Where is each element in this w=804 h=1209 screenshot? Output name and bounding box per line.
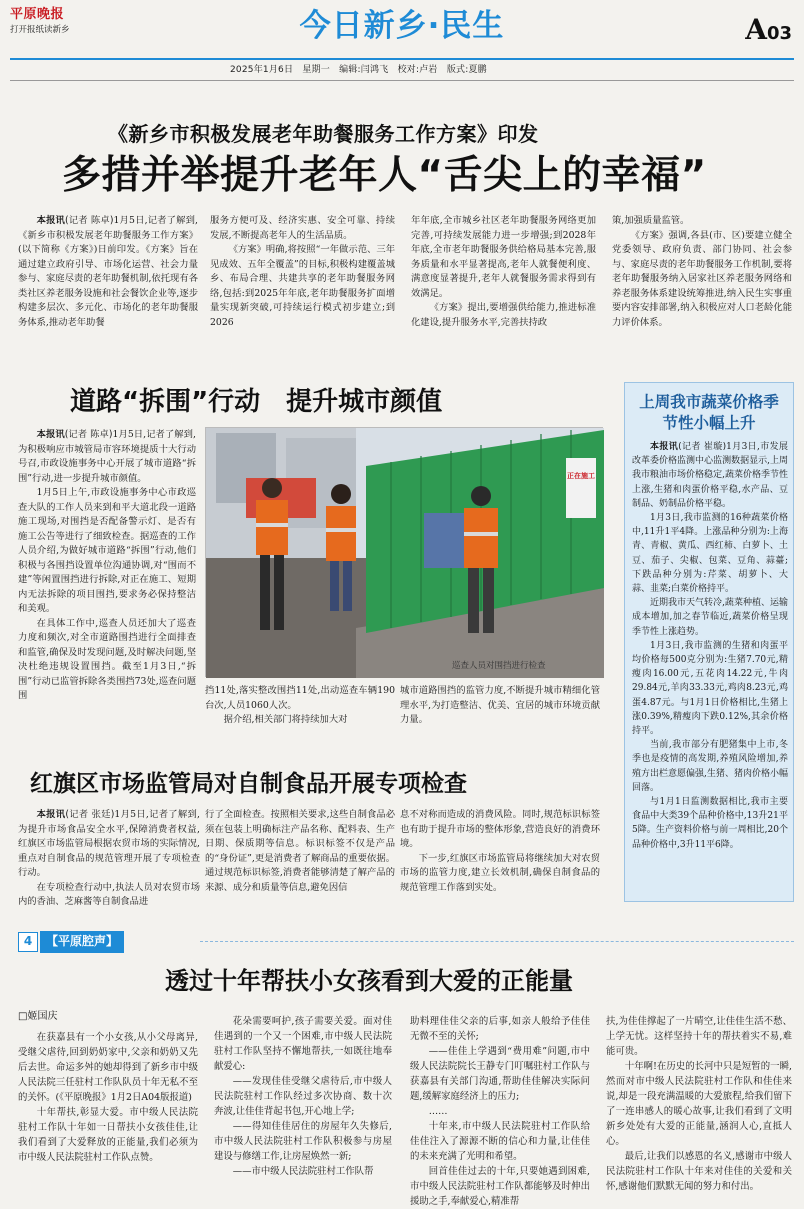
header-rule <box>10 58 794 60</box>
article3-column-3 <box>400 808 600 912</box>
column-paragraph: 助料理佳佳父亲的后事,如亲人般给予佳佳无微不至的关怀; <box>410 1016 590 1042</box>
article1-column-2 <box>210 214 395 364</box>
sidebar-paragraph: 1月3日,我市监测的生猪和肉蛋平均价格每500克分别为:生猪7.70元,精瘦肉16.00元,五花肉14.22元,牛肉29.84元,羊肉33.33元,鸡肉8.23元,鸡蛋4.87元。与1月1日价格相比,生猪上涨0.39%,精瘦肉下跌0.12%,其余价格持平。 <box>632 640 788 737</box>
header-divider <box>10 80 794 81</box>
article2-body: 据介绍,相关部门将持续加大对 <box>223 714 348 725</box>
column-number: 4 <box>18 932 38 952</box>
article1-body: 《方案》明确,将按照“一年做示范、三年见成效、五年全覆盖”的目标,积极构建覆盖城乡、布局合理、共建共享的老年助餐服务网络,包括:到2025年年底,老年助餐服务扩面增量实现新突破,可持续运行模式初步建立;到2026 <box>210 244 395 328</box>
article3-body: 行了全面检查。按照相关要求,这些自制食品必须在包装上明确标注产品名称、配料表、生产日期、保质期等信息。标识标签不仅是产品的“身份证”,更是消费者了解商品的重要依据。通过规范标识标签,消费者能够清楚了解产品的来源、成分和质量等信息,避免因信 <box>205 809 395 893</box>
article3-body: 息不对称而造成的消费风险。同时,规范标识标签也有助于提升市场的整体形象,营造良好的消费环境。 <box>400 809 600 849</box>
column-paragraph: 最后,让我们以感恩的名义,感谢市中级人民法院驻村工作队十年来对佳佳的关爱和关怀,感谢他们默默无闻的努力和付出。 <box>606 1151 792 1192</box>
column-paragraph: ——市中级人民法院驻村工作队帮 <box>232 1166 374 1177</box>
column-author: □姬国庆 <box>18 1011 58 1022</box>
article3-body: 下一步,红旗区市场监管局将继续加大对农贸市场的监管力度,建立长效机制,确保自制食品的规范管理工作落到实处。 <box>400 852 600 893</box>
byline-reporter: (记者 崔璇) <box>678 442 727 452</box>
column-divider <box>200 941 794 942</box>
column-headline: 透过十年帮扶小女孩看到大爱的正能量 <box>165 966 573 995</box>
article3-column-2 <box>205 808 395 912</box>
sidebar-paragraph: 近期我市天气转冷,蔬菜种植、运输成本增加,加之春节临近,蔬菜价格呈现季节性上涨趋势。 <box>632 598 788 637</box>
column-paragraph: 扶,为佳佳撑起了一片晴空,让佳佳生活不愁、上学无忧。这样坚持十年的帮扶着实不易,难能可贵。 <box>606 1016 792 1057</box>
article1-body: 《方案》强调,各县(市、区)要建立健全党委领导、政府负责、部门协同、社会参与、家庭尽责的老年助餐服务工作机制,要将老年助餐服务纳入居家社区养老服务网络和养老服务体系建设统筹推进,纳入民生实事重要内容安排部署,纳入积极应对人口老龄化能力评价体系。 <box>612 229 792 328</box>
inspection-photo <box>205 427 603 677</box>
column-col-3 <box>410 1014 590 1207</box>
sidebar-paragraph: 1月3日,市发展改革委价格监测中心监测数据显示,上周我市粮油市场价格稳定,蔬菜价格季节性上涨,生猪和肉蛋价格平稳,水产品、豆制品、奶制品价格平稳。 <box>632 442 788 509</box>
article2-headline: 道路“拆围”行动 提升城市颜值 <box>70 387 443 417</box>
byline-reporter: (记者 陈卓) <box>65 215 114 226</box>
sign-text: 正在施工 <box>567 472 595 480</box>
article1-subheadline: 《新乡市积极发展老年助餐服务工作方案》印发 <box>108 122 539 146</box>
column-col-4 <box>606 1014 792 1196</box>
sidebar-paragraph: 1月3日,我市监测的16种蔬菜价格中,11升1平4降。上涨品种分别为:上海青、青椒、黄瓜、西红柿、白萝卜、土豆、茄子、尖椒、包菜、豆角、蒜薹;下跌品种分别为:芹菜、胡萝卜、大蒜、韭菜;白菜价格持平。 <box>632 513 788 595</box>
article1-column-4 <box>612 214 792 364</box>
page-digits: 03 <box>766 23 792 44</box>
article1-body: 年年底,全市城乡社区老年助餐服务网络更加完善,可持续发展能力进一步增强;到2028年年底,全市老年助餐服务供给格局基本完善,服务质量和水平显著提高,老年人就餐便利度、满意度显著提升,老年人就餐服务需求得到有效满足。 <box>411 215 596 299</box>
article3-headline: 红旗区市场监管局对自制食品开展专项检查 <box>30 771 467 797</box>
article1-body: 服务方便可及、经济实惠、安全可靠、持续发展,不断提高老年人的生活品质。 <box>210 215 395 241</box>
logo-slogan: 打开报纸读新乡 <box>10 25 70 36</box>
article1-headline: 多措并举提升老年人“舌尖上的幸福” <box>62 153 707 198</box>
inspection-scene-image <box>206 428 604 678</box>
article1-column-3 <box>411 214 596 364</box>
column-col-2 <box>214 1014 392 1196</box>
page-letter: A <box>745 13 767 46</box>
article2-column-1 <box>18 428 196 722</box>
article2-body: 1月5日,记者了解到,为积极响应市城管局市容环境提质十大行动号召,市政设施事务中心开展了城市道路“拆围”行动,进一步提升城市颜值。 <box>18 429 196 484</box>
sidebar-paragraph: 与1月1日监测数据相比,我市主要食品中大类39个品种价格中,13升21平5降。生产资料价格与前一周相比,20个品种价格中,3升11平6降。 <box>632 797 788 850</box>
column-name: 【平原腔声】 <box>40 931 124 952</box>
article1-column-1 <box>18 214 198 364</box>
column-tag <box>18 931 124 953</box>
article1-body: 策,加强质量监管。 <box>612 215 690 226</box>
column-paragraph: 十年帮扶,彰显大爱。市中级人民法院驻村工作队十年如一日帮扶小女孩佳佳,让我们看到了大爱释放的正能量,我们必须为市中级人民法院驻村工作队点赞。 <box>18 1107 198 1163</box>
column-paragraph: …… <box>428 1106 448 1117</box>
page-number <box>745 10 792 50</box>
column-col-1 <box>18 1030 198 1196</box>
edition-info: 2025年1月6日 星期一 编辑:闫鸿飞 校对:卢岩 版式:夏鹏 <box>230 65 487 75</box>
byline-lead: 本报讯 <box>36 809 66 820</box>
column-paragraph: 回首佳佳过去的十年,只要她遇到困难,市中级人民法院驻村工作队都能够及时伸出援助之手,奉献爱心,精准帮 <box>410 1166 590 1207</box>
column-paragraph: 在获嘉县有一个小女孩,从小父母离异,受继父虐待,回到奶奶家中,父亲和奶奶又先后去世。命运多舛的她却得到了新乡市中级人民法院三任驻村工作队队员十年无私不至的关怀。(《平原晚报》1月2日A04版报道) <box>18 1032 198 1103</box>
article1-body: 《方案》提出,要增强供给能力,推进标准化建设,提升服务水平,完善扶持政 <box>411 302 596 328</box>
sidebar-headline: 上周我市蔬菜价格季节性小幅上升 <box>639 393 779 432</box>
byline-lead: 本报讯 <box>36 215 66 226</box>
photo-caption: 巡查人员对围挡进行检查 <box>452 661 546 671</box>
byline-reporter: (记者 陈卓) <box>64 429 113 440</box>
article2-body: 在具体工作中,巡查人员还加大了巡查力度和频次,对全市道路围挡进行全面排查和监管,确保及时发现问题,及时解决问题,坚决杜绝违规设置围挡。截至1月3日,“拆围”行动已监管拆除各类围挡73处,巡查问题围 <box>18 617 196 701</box>
article2-body: 挡11处,落实整改围挡11处,出动巡查车辆190台次,人员1060人次。 <box>205 685 395 711</box>
article2-body: 1月5日上午,市政设施事务中心市政巡查大队的工作人员来到和平大道北段一道路施工现场,对围挡是否配备警示灯、是否有施工公告等进行了细致检查。据巡查的工作人员介绍,为做好城市道路“拆围”行动,他们积极与各围挡设置单位沟通协调,对“围而不建”等闲置围挡进行拆除,对正在施工、短期内无法拆除的项目围挡,要求务必保持整洁和美观。 <box>18 487 196 614</box>
sidebar-paragraph: 当前,我市部分有肥猪集中上市,冬季也是疫情的高发期,养殖风险增加,养殖方出栏意愿偏强,生猪、猪肉价格小幅回落。 <box>632 740 788 793</box>
column-paragraph: 十年啊!在历史的长河中只是短暂的一瞬,然而对市中级人民法院驻村工作队和佳佳来说,却是一段充满温暖的大爱旅程,给我们留下了一连串感人的暖心故事,让我们看到了文明新乡处处有大爱的正能量,涵润人心,直抵人心。 <box>606 1061 792 1147</box>
column-paragraph: ——发现佳佳受继父虐待后,市中级人民法院驻村工作队经过多次协商、数十次奔波,让佳佳背起书包,开心地上学; <box>214 1076 392 1117</box>
byline-lead: 本报讯 <box>650 442 679 452</box>
sidebar-body <box>632 440 788 896</box>
article1-body: 1月5日,记者了解到,《新乡市积极发展老年助餐服务工作方案》(以下简称《方案》)日前印发。《方案》旨在通过建立政府引导、市场化运营、社会力量参与、家庭尽责的老年助餐机制,依托现有各类社区养老服务设施和社会餐饮企业等,逐步构建多层次、多元化、市场化的老年助餐服务体系,推动老年助餐 <box>18 215 198 328</box>
newspaper-logo: 平原晚报 <box>10 7 65 22</box>
article2-body: 城市道路围挡的监管力度,不断提升城市精细化管理水平,为打造整洁、优美、宜居的城市环境贡献力量。 <box>400 685 600 725</box>
section-title: 今日新乡·民生 <box>299 8 505 44</box>
column-paragraph: 十年来,市中级人民法院驻村工作队给佳佳注入了源源不断的信心和力量,让佳佳的未来充满了光明和希望。 <box>410 1121 590 1162</box>
column-paragraph: ——佳佳上学遇到“费用难”问题,市中级人民法院院长王静专门叮嘱驻村工作队与获嘉县有关部门沟通,帮助佳佳解决实际问题,缓解家庭经济上的压力; <box>410 1046 590 1102</box>
column-paragraph: 花朵需要呵护,孩子需要关爱。面对佳佳遇到的一个又一个困难,市中级人民法院驻村工作队坚持不懈地帮扶,一如既往地奉献爱心: <box>214 1016 392 1072</box>
article3-body: 1月5日,记者了解到,为提升市场食品安全水平,保障消费者权益,红旗区市场监管局根据农贸市场的实际情况,重点对自制食品的规范管理开展了专项检查行动。 <box>18 809 200 878</box>
article2-column-2 <box>205 684 395 730</box>
byline-lead: 本报讯 <box>36 429 65 440</box>
article3-body: 在专项检查行动中,执法人员对农贸市场内的香油、芝麻酱等自制食品进 <box>18 881 200 907</box>
byline-reporter: (记者 张廷) <box>65 809 115 820</box>
column-paragraph: ——得知佳佳居住的房屋年久失修后,市中级人民法院驻村工作队积极参与房屋建设与修缮工作,让房屋焕然一新; <box>214 1121 392 1162</box>
article2-column-3 <box>400 684 600 730</box>
article3-column-1 <box>18 808 200 912</box>
